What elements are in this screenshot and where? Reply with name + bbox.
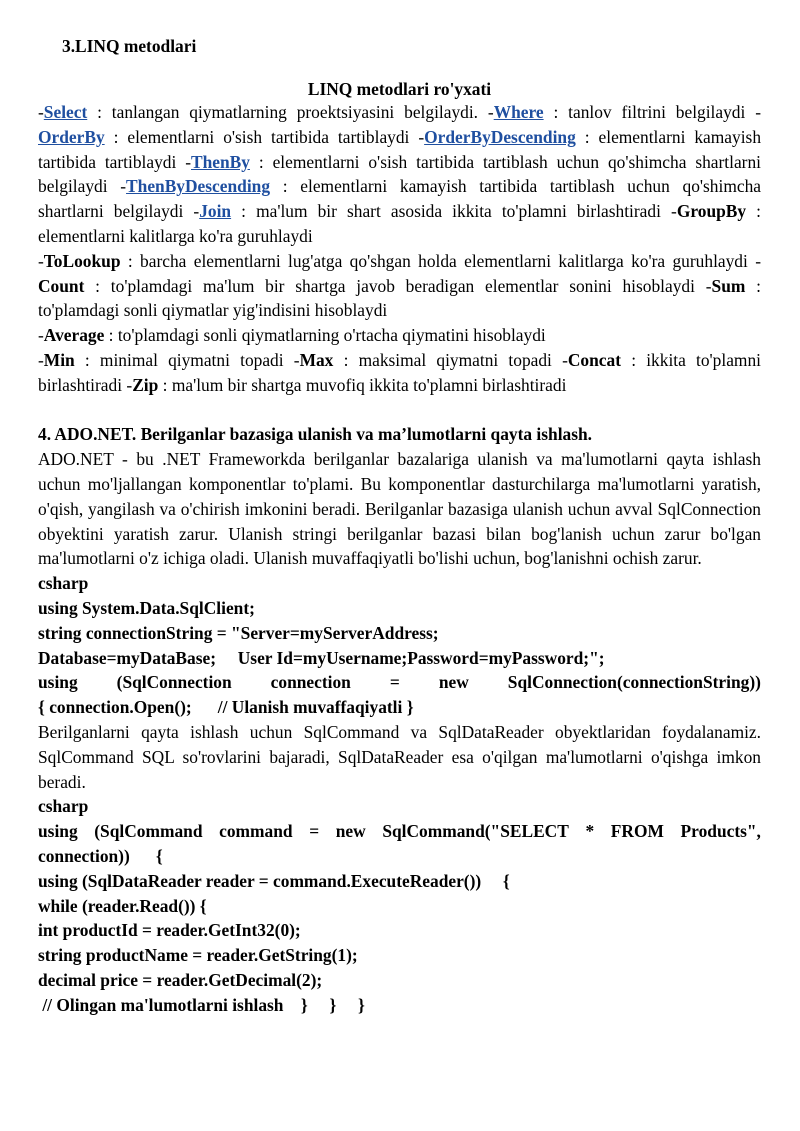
method-where-desc: : tanlov filtrini belgilaydi [543,102,756,122]
link-thenbydescending[interactable]: ThenByDescending [126,176,271,197]
method-concat-prefix: - [562,349,568,370]
method-average-prefix: - [38,325,44,346]
method-orderby-desc: : elementlarni o'sish tartibida tartiblaydi [104,126,419,147]
spacer [38,398,761,423]
link-join[interactable]: Join [199,201,232,222]
method-thenby-desc: : elementlarni o'sish tartibida tartiblash uchun qo'shimcha shartlarni belgilaydi [38,151,761,197]
code2-line-1-word: FROM [610,821,664,842]
method-sum-prefix: - [705,275,712,296]
method-concat-name: Concat [567,349,622,370]
link-orderby[interactable]: OrderBy [38,126,105,147]
method-zip-prefix: - [126,374,133,395]
document-page [38,34,761,1017]
ado-text-paragraph-2: Berilganlarni qayta ishlash uchun SqlCommand va SqlDataReader obyektlaridan foydalanamiz. SqlCommand SQL so'rovlarini bajaradi, SqlDataReader esa o'qilgan ma'lumotlarni o'qishga imkon beradi. [38,721,761,792]
code2-line-1-word: SqlCommand("SELECT [382,821,569,842]
code1-line-2: string connectionString = "Server=myServerAddress; [38,622,439,643]
method-max-prefix: - [293,349,300,370]
method-groupby-name: GroupBy [676,201,747,222]
code1-line-4-word: connection [270,672,351,693]
method-orderbydescending-prefix: - [418,126,425,147]
section-heading-ado: 4. ADO.NET. Berilganlar bazasiga ulanish va ma’lumotlarni qayta ishlash. [38,424,593,445]
code2-line-1-word: Products", [680,821,761,842]
method-count-desc: : to'plamdagi ma'lum bir shartga javob beradigan elementlar sonini hisoblaydi [84,275,706,296]
code2-line-1-word: using [38,821,78,842]
code-lang-label-1: csharp [38,573,89,594]
section-heading-linq: 3.LINQ metodlari [62,36,197,56]
method-thenbydescending-desc: : elementlarni kamayish tartibida tartiblash uchun qo'shimcha shartlarni belgilaydi [38,176,761,222]
code1-line-4-word: (SqlConnection [116,672,232,693]
code1-line-4 [38,670,761,695]
link-where[interactable]: Where [493,102,544,122]
code2-line-2: connection)) { [38,845,163,866]
link-thenby[interactable]: ThenBy [191,151,250,172]
method-count-name: Count [38,275,85,296]
code1-line-1: using System.Data.SqlClient; [38,597,255,618]
code1-line-4-word: = [389,672,400,693]
method-select-prefix: - [38,102,44,122]
method-max-desc: : maksimal qiymatni topadi [333,349,563,370]
method-join-prefix: - [193,201,200,222]
code2-line-8: // Olingan ma'lumotlarni ishlash } } } [38,994,365,1015]
method-sum-desc: : to'plamdagi sonli qiymatlar yig'indisini hisoblaydi [38,275,761,321]
method-thenbydescending-prefix: - [120,176,127,197]
method-tolookup-desc: : barcha elementlarni lug'atga qo'shgan holda elementlarni kalitlarga ko'ra guruhlaydi [120,250,756,271]
method-zip-name: Zip [132,374,159,395]
code1-line-4-word: using [38,672,78,693]
code2-line-1-word: new [335,821,366,842]
method-zip-desc: : ma'lum bir shartga muvofiq ikkita to'plamni birlashtiradi [158,374,567,395]
code2-line-4: while (reader.Read()) { [38,895,207,916]
method-average-name: Average [43,325,105,346]
code-lang-label-2: csharp [38,796,89,817]
method-thenby-prefix: - [185,151,191,172]
code1-line-4-word: new [438,672,469,693]
method-min-prefix: - [38,349,44,370]
code2-line-6: string productName = reader.GetString(1); [38,945,358,966]
linq-methods-paragraph [38,100,761,398]
ado-intro-paragraph: ADO.NET - bu .NET Frameworkda berilganlar bazalariga ulanish va ma'lumotlarni qayta ishlash uchun mo'ljallangan komponentlar to'plami. Bu komponentlar dasturchilarga ma'lumotlarni yaratish, o'qish, yangilash va o'chirish imkonini beradi. Berilganlar bazasiga ulanish uchun avval SqlConnection obyektini yaratish zarur. Ulanish stringi berilganlar bazasi bilan bog'lanish uchun zarur bo'lgan ma'lumotlarni o'z ichiga oladi. Ulanish muvaffaqiyatli bo'lishi uchun, bog'lanishni ochish zarur. [38,449,761,569]
code2-line-1-word: command [219,821,293,842]
code2-line-1-word: * [585,821,595,842]
method-concat-desc: : ikkita to'plamni birlashtiradi [38,349,761,395]
code2-line-1-word: = [309,821,320,842]
code1-line-3: Database=myDataBase; User Id=myUsername;Password=myPassword;"; [38,647,605,668]
method-tolookup-name: ToLookup [43,250,121,271]
method-count-prefix: - [755,250,761,271]
method-min-desc: : minimal qiymatni topadi [74,349,294,370]
method-orderbydescending-desc: : elementlarni kamayish tartibida tartiblaydi [38,126,762,172]
method-orderby-prefix: - [755,102,761,122]
method-groupby-prefix: - [671,201,677,222]
code2-line-5: int productId = reader.GetInt32(0); [38,920,301,941]
code1-line-4-word: SqlConnection(connectionString)) [507,672,761,693]
code1-line-5: { connection.Open(); // Ulanish muvaffaqiyatli } [38,697,414,718]
method-where-prefix: - [487,102,494,122]
method-select-desc: : tanlangan qiymatlarning proektsiyasini belgilaydi. [87,102,488,122]
link-orderbydescending[interactable]: OrderByDescending [424,126,576,147]
method-join-desc: : ma'lum bir shart asosida ikkita to'plamni birlashtiradi [231,201,672,222]
code2-line-7: decimal price = reader.GetDecimal(2); [38,969,323,990]
linq-list-title: LINQ metodlari ro'yxati [307,79,492,99]
method-sum-name: Sum [711,275,746,296]
code2-line-1 [38,819,761,844]
method-max-name: Max [299,349,334,370]
method-min-name: Min [43,349,75,370]
link-select[interactable]: Select [43,102,88,122]
method-groupby-desc: : elementlarni kalitlarga ko'ra guruhlaydi [38,201,761,246]
method-average-desc: : to'plamdagi sonli qiymatlarning o'rtacha qiymatini hisoblaydi [104,325,546,346]
code2-line-1-word: (SqlCommand [94,821,203,842]
method-tolookup-prefix: - [38,250,44,271]
code2-line-3: using (SqlDataReader reader = command.ExecuteReader()) { [38,870,510,891]
